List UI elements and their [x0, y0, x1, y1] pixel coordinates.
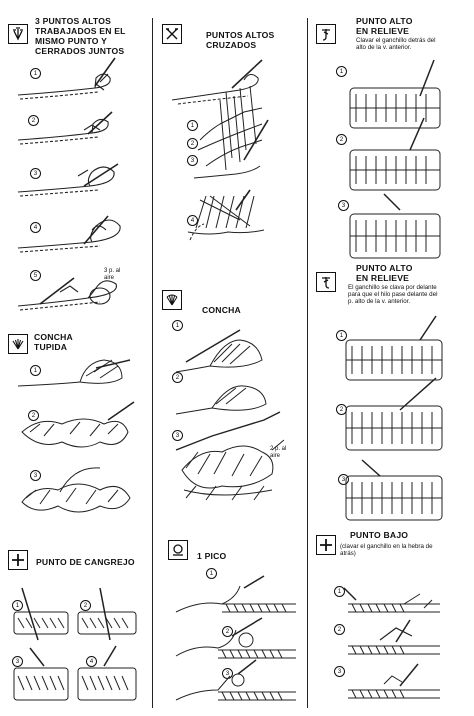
section-title-relieve-1: PUNTO ALTO EN RELIEVE	[356, 16, 413, 36]
step-number: 1	[336, 66, 347, 77]
section-title-cruzados: PUNTOS ALTOS CRUZADOS	[206, 30, 275, 50]
section-note-relieve-1: Clavar el ganchillo detrás del alto de la v. anterior.	[356, 37, 436, 52]
step-number: 3	[187, 155, 198, 166]
step-number: 1	[336, 330, 347, 341]
step-number: 2	[80, 600, 91, 611]
step-number: 1	[30, 68, 41, 79]
step-number: 2	[28, 410, 39, 421]
aire-label: 3 p. al aire	[104, 268, 121, 281]
step-number: 4	[86, 656, 97, 667]
step-number: 2	[28, 115, 39, 126]
step-number: 2	[172, 372, 183, 383]
step-number: 1	[334, 586, 345, 597]
step-number: 3	[338, 200, 349, 211]
step-number: 4	[187, 215, 198, 226]
step-number: 3	[172, 430, 183, 441]
step-number: 2	[336, 134, 347, 145]
section-title-tres-puntos: 3 PUNTOS ALTOS TRABAJADOS EN EL MISMO PUNTO Y CERRADOS JUNTOS	[35, 16, 126, 56]
step-number: 2	[336, 404, 347, 415]
step-number: 2	[222, 626, 233, 637]
section-title-relieve-2: PUNTO ALTO EN RELIEVE	[356, 263, 413, 283]
step-number: 1	[172, 320, 183, 331]
step-number: 2	[334, 624, 345, 635]
step-number: 3	[30, 168, 41, 179]
step-number: 1	[30, 365, 41, 376]
section-note-bajo: (clavar el ganchillo en la hebra de atrás)	[340, 543, 433, 558]
aire-label: 2 p. al aire	[270, 446, 287, 459]
section-title-concha-tupida: CONCHA TUPIDA	[34, 332, 73, 352]
section-title-concha: CONCHA	[202, 305, 241, 315]
step-number: 5	[30, 270, 41, 281]
step-number: 2	[187, 138, 198, 149]
step-number: 3	[338, 474, 349, 485]
step-number: 1	[187, 120, 198, 131]
section-title-pico: 1 PICO	[197, 551, 227, 561]
section-title-bajo: PUNTO BAJO	[350, 530, 409, 540]
step-number: 1	[206, 568, 217, 579]
step-number: 4	[30, 222, 41, 233]
step-number: 1	[12, 600, 23, 611]
step-number: 3	[222, 668, 233, 679]
step-number: 3	[334, 666, 345, 677]
step-number: 3	[12, 656, 23, 667]
section-note-relieve-2: El ganchillo se clava por delante para que el hilo pase delante del p. alto de la v. anterior.	[348, 284, 438, 306]
section-title-cangrejo: PUNTO DE CANGREJO	[36, 557, 135, 567]
step-number: 3	[30, 470, 41, 481]
